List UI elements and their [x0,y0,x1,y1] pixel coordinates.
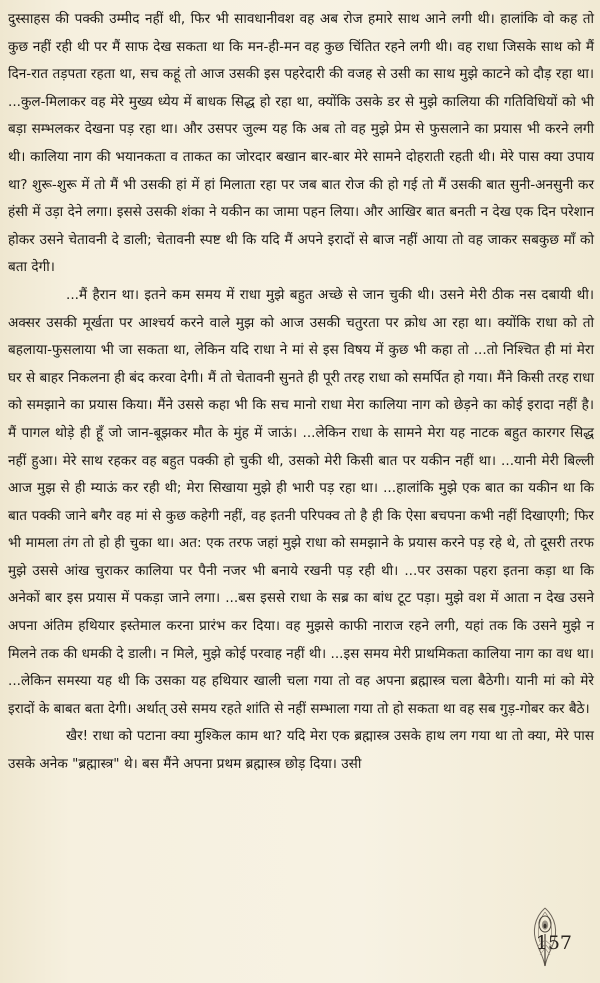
body-text [8,6,594,779]
paragraph-1: दुस्साहस की पक्की उम्मीद नहीं थी, फिर भी सावधानीवश वह अब रोज हमारे साथ आने लगी थी। हालांकि वो कह तो कुछ नहीं रही थी पर मैं साफ देख सकता था कि मन-ही-मन वह कुछ चिंतित रहने लगी थी। वह राधा जिसके साथ को मैं दिन-रात तड़पता रहता था, सच कहूं तो आज उसकी इस पहरेदारी की वजह से उसी का साथ मुझे काटने को दौड़ रहा था। ...कुल-मिलाकर वह मेरे मुख्य ध्येय में बाधक सिद्ध हो रहा था, क्योंकि उसके डर से मुझे कालिया की गतिविधियों को भी बड़ा सम्भलकर देखना पड़ रहा था। और उसपर जुल्म यह कि अब तो वह मुझे प्रेम से फुसलाने का प्रयास भी करने लगी थी। कालिया नाग की भयानकता व ताकत का जोरदार बखान बार-बार मेरे सामने दोहराती रहती थी। मेरे पास क्या उपाय था? शुरू-शुरू में तो मैं भी उसकी हां में हां मिलाता रहा पर जब बात रोज की हो गई तो मैं उसकी बात सुनी-अनसुनी कर हंसी में उड़ा देने लगा। इससे उसकी शंका ने यकीन का जामा पहन लिया। और आखिर बात बनती न देख एक दिन परेशान होकर उसने चेतावनी दे डाली; चेतावनी स्पष्ट थी कि यदि मैं अपने इरादों से बाज नहीं आया तो वह जाकर सबकुछ माँ को बता देगी। [8,11,595,276]
paragraph-2: ...मैं हैरान था। इतने कम समय में राधा मुझे बहुत अच्छे से जान चुकी थी। उसने मेरी ठीक नस दबायी थी। अक्सर उसकी मूर्खता पर आश्चर्य करने वाले मुझ को आज उसकी चतुरता पर क्रोध आ रहा था। क्योंकि राधा को तो बहलाया-फुसलाया भी जा सकता था, लेकिन यदि राधा ने मां से इस विषय में कुछ भी कहा तो ...तो निश्चित ही मां मेरा घर से बाहर निकलना ही बंद करवा देगी। मैं तो चेतावनी सुनते ही पूरी तरह राधा को समर्पित हो गया। मैंने किसी तरह राधा को समझाने का प्रयास किया। मैंने उससे कहा भी कि सच मानो राधा मेरा कालिया नाग को छेड़ने का कोई इरादा नहीं है। मैं पागल थोड़े ही हूँ जो जान-बूझकर मौत के मुंह में जाऊं। ...लेकिन राधा के सामने मेरा यह नाटक बहुत कारगर सिद्ध नहीं हुआ। मेरे साथ रहकर वह बहुत पक्की हो चुकी थी, उसको मेरी किसी बात पर यकीन नहीं था। ...यानी मेरी बिल्ली आज मुझ से ही म्याऊं कर रही थी; मेरा सिखाया मुझे ही भारी पड़ रहा था। ...हालांकि मुझे एक बात का यकीन था कि बात पक्की जाने बगैर वह मां से कुछ कहेगी नहीं, वह इतनी परिपक्व तो है ही कि ऐसा बचपना कभी नहीं दिखाएगी; फिर भी मामला तंग तो हो ही चुका था। अत: एक तरफ जहां मुझे राधा को समझाने के प्रयास करने पड़ रहे थे, तो दूसरी तरफ मुझे उससे आंख चुराकर कालिया पर पैनी नजर भी बनाये रखनी पड़ रही थी। ...पर उसका पहरा इतना कड़ा था कि अनेकों बार इस प्रयास में पकड़ा जाने लगा। ...बस इससे राधा के सब्र का बांध टूट पड़ा। मुझे वश में आता न देख उसने अपना अंतिम हथियार इस्तेमाल करना प्रारंभ कर दिया। वह मुझसे काफी नाराज रहने लगी, यहां तक कि उसने मुझे न मिलने तक की धमकी दे डाली। न मिले, मुझे कोई परवाह नहीं थी। ...इस समय मेरी प्राथमिकता कालिया नाग का वध था। ...लेकिन समस्या यह थी कि उसका यह हथियार खाली चला गया तो वह अपना ब्रह्मास्त्र चला बैठेगी। यानी मां को मेरे इरादों के बाबत बता देगी। अर्थात् उसे समय रहते शांति से नहीं सम्भाला गया तो हो सकता था वह सब गुड़-गोबर कर बैठे। [8,286,594,717]
paragraph-3: खैर! राधा को पटाना क्या मुश्किल काम था? यदि मेरा एक ब्रह्मास्त्र उसके हाथ लग गया था तो क्या, मेरे पास उसके अनेक "ब्रह्मास्त्र" थे। बस मैंने अपना प्रथम ब्रह्मास्त्र छोड़ दिया। उसी [8,728,594,773]
page-footer [0,900,600,983]
page-number: 157 [535,932,572,954]
